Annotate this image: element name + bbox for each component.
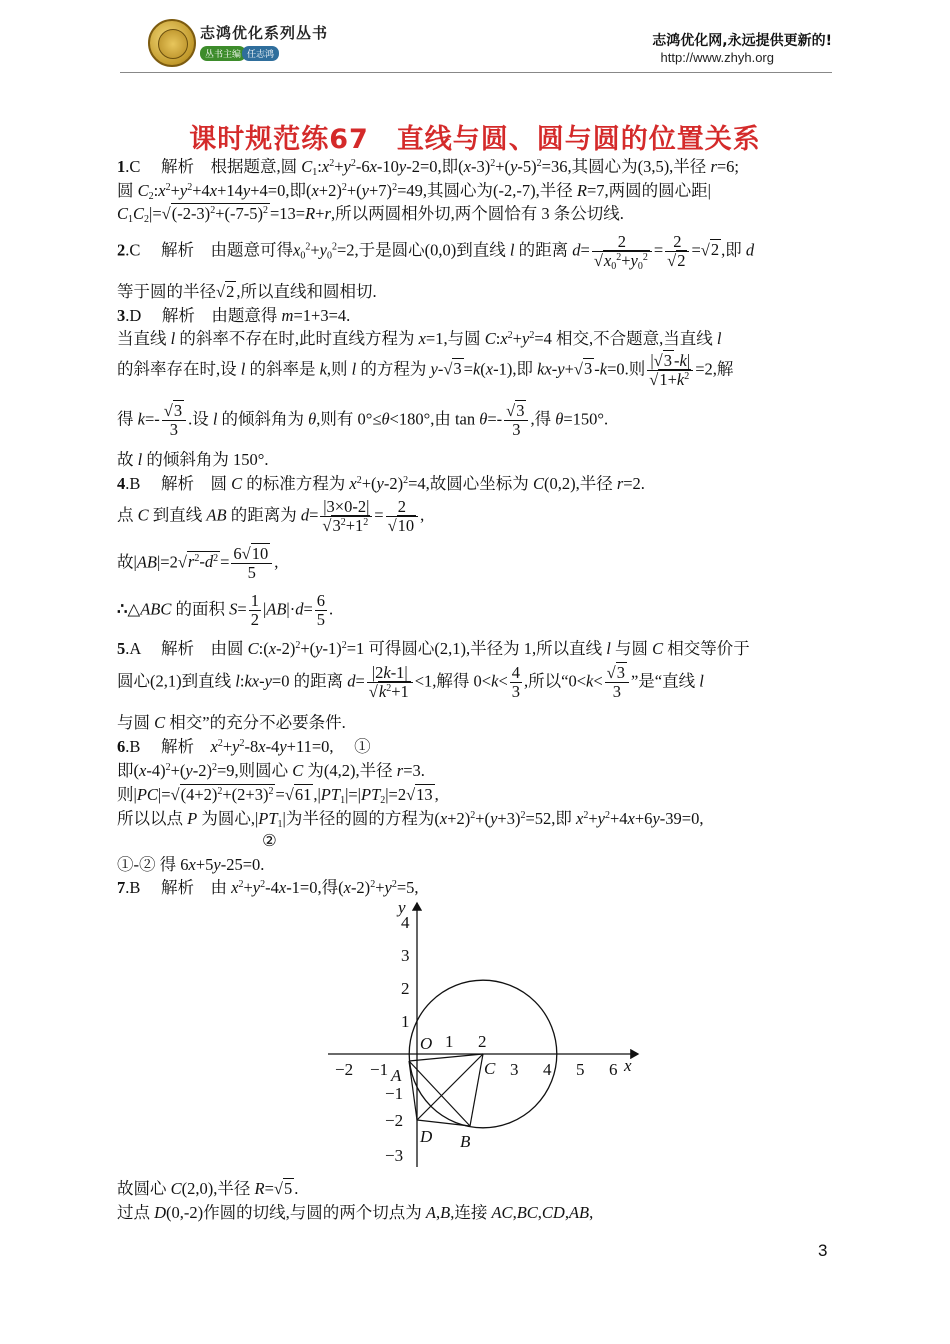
y-tick: −2 <box>385 1111 404 1130</box>
q1-line1: 1.C 解析 根据题意,圆 $C_1:x^2+y^2-6x-10y-2=0$,即$(x-3)^2+(y-5)^2=36$,其圆心为(3,5),半径 r=6; <box>117 157 739 178</box>
q4-line2: 点 C 到直线 AB 的距离为 d= $\frac{|3\times 0-2|}{√3^2+1^2}$ = $\frac{2}{√10}$ , <box>117 497 425 535</box>
circle-tangent-graph <box>320 895 650 1175</box>
q5-line2: 圆心(2,1)到直线 l:kx-y=0 的距离 d= $\frac{|2k-1|}{√k^2+1}$ <1,解得 0<k< $\frac{4}{3}$ ,所以“0<k< $\frac{√3}{3}$ ”是“直线 l <box>117 663 704 701</box>
q3-line1: 3.D 解析 由题意得 m=1+3=4. <box>117 306 351 325</box>
segment-ab <box>409 1061 470 1126</box>
x-axis-label: x <box>624 1056 632 1075</box>
q3-line3: 的斜率存在时,设 l 的斜率是 k,则 l 的方程为 y-√3 =k(x-1),即 kx-y+√3 -k=0.则 $\frac{|√3 -k|}{√1+k^2}$ =2,解 <box>117 351 734 389</box>
point-c-label: C <box>484 1059 496 1078</box>
publisher-logo <box>148 19 196 67</box>
q6-line3: 则$|PC|=√(4+2)^2+(2+3)^2 =√61$ $,|PT_1|=|PT_2|=2√13$ , <box>117 785 439 806</box>
q3-line2: 当直线 l 的斜率不存在时,此时直线方程为 x=1,与圆 $C:x^2+y^2=4$ 相交,不合题意,当直线 l <box>117 329 722 348</box>
y-tick: 1 <box>401 1012 410 1031</box>
q3-line5: 故 l 的倾斜角为 150°. <box>117 450 269 469</box>
y-tick: 2 <box>401 979 410 998</box>
point-a-label: A <box>391 1066 402 1085</box>
editor-badge: 丛书主编 任志鸿 <box>200 46 279 61</box>
page-number: 3 <box>818 1241 828 1260</box>
x-tick: 6 <box>609 1060 618 1079</box>
q1-line2: 圆 $C_2:x^2+y^2+4x+14y+4=0$,即$(x+2)^2+(y+7)^2=49$,其圆心为(-2,-7),半径 R=7,两圆的圆心距| <box>117 181 711 202</box>
header-url[interactable]: http://www.zhyh.org <box>660 50 774 65</box>
y-axis-label: y <box>398 898 406 917</box>
y-tick-labels <box>385 913 410 1165</box>
header-slogan: 志鸿优化网,永远提供更新的! <box>652 33 832 49</box>
q2-line1: 2.C 解析 由题意可得$x_0^2+y_0^2=2$,于是圆心(0,0)到直线 l 的距离 d= $\frac{2}{√x_0^2+y_0^2}$ = $\frac{2}{√2}$ =√2 ,即 d <box>117 232 755 272</box>
q6-line2: 即$(x-4)^2+(y-2)^2=9$,则圆心 C 为(4,2),半径 r=3. <box>117 761 425 780</box>
origin-label: O <box>420 1034 433 1053</box>
series-name: 志鸿优化系列丛书 <box>200 24 329 42</box>
q6-line1: 6.B 解析 $x^2+y^2-8x-4y+11=0$, ① <box>117 737 371 756</box>
y-tick: −1 <box>385 1084 404 1103</box>
q4-line1: 4.B 解析 圆 C 的标准方程为 $x^2+(y-2)^2=4$,故圆心坐标为 C(0,2),半径 r=2. <box>117 474 645 493</box>
x-tick: −2 <box>335 1060 354 1079</box>
q7-line2: 故圆心 C(2,0),半径 R=√5 . <box>117 1179 299 1198</box>
segment-ca <box>409 1054 483 1061</box>
header-divider <box>120 72 832 73</box>
q6-label-2: ② <box>262 831 277 850</box>
q6-line5: ①-② 得 6x+5y-25=0. <box>117 855 265 874</box>
y-tick: 3 <box>401 946 410 965</box>
segment-db <box>417 1120 470 1126</box>
x-tick: 4 <box>543 1060 552 1079</box>
q2-line2: 等于圆的半径√2 ,所以直线和圆相切. <box>117 282 377 301</box>
q1-line3: $C_1C_2|=√(-2-3)^2+(-7-5)^2 =13=R+r$,所以两圆相外切,两个圆恰有 3 条公切线. <box>117 204 624 225</box>
x-tick: 3 <box>510 1060 519 1079</box>
segment-da <box>409 1061 417 1120</box>
q5-line1: 5.A 解析 由圆 $C:(x-2)^2+(y-1)^2=1$ 可得圆心(2,1),半径为 1,所以直线 l 与圆 C 相交等价于 <box>117 639 750 658</box>
x-tick-labels <box>335 1032 618 1079</box>
q6-line4: 所以以点 P 为圆心$,|PT_1|$为半径的圆的方程为$(x+2)^2+(y+3)^2=52$,即 $x^2+y^2+4x+6y-39=0$, <box>117 809 704 830</box>
q3-line4: 得 k=- $\frac{√3}{3}$ .设 l 的倾斜角为 θ,则有 0°≤θ<180°,由 tan θ=- $\frac{√3}{3}$ ,得 θ=150°. <box>117 401 609 439</box>
point-d-label: D <box>420 1127 433 1146</box>
q7-line3: 过点 D(0,-2)作圆的切线,与圆的两个切点为 A,B,连接 AC,BC,CD,AB, <box>117 1203 594 1222</box>
page-title: 课时规范练67 直线与圆、圆与圆的位置关系 <box>189 124 761 155</box>
x-tick: 1 <box>445 1032 454 1051</box>
x-tick: 5 <box>576 1060 585 1079</box>
y-tick: 4 <box>401 913 410 932</box>
q7-line1: 7.B 解析 由 $x^2+y^2-4x-1=0$,得$(x-2)^2+y^2=5$, <box>117 878 419 897</box>
q5-line3: 与圆 C 相交”的充分不必要条件. <box>117 713 346 732</box>
q4-line4: ∴△ABC 的面积 S= $\frac{1}{2}$ |AB|·d= $\frac{6}{5}$ . <box>117 591 334 629</box>
x-tick: 2 <box>478 1032 487 1051</box>
y-tick: −3 <box>385 1146 404 1165</box>
point-b-label: B <box>460 1132 471 1151</box>
x-tick: −1 <box>370 1060 389 1079</box>
q4-line3: 故$|AB|=2√r^2-d^2$ = $\frac{6√10}{5}$ , <box>117 544 279 582</box>
